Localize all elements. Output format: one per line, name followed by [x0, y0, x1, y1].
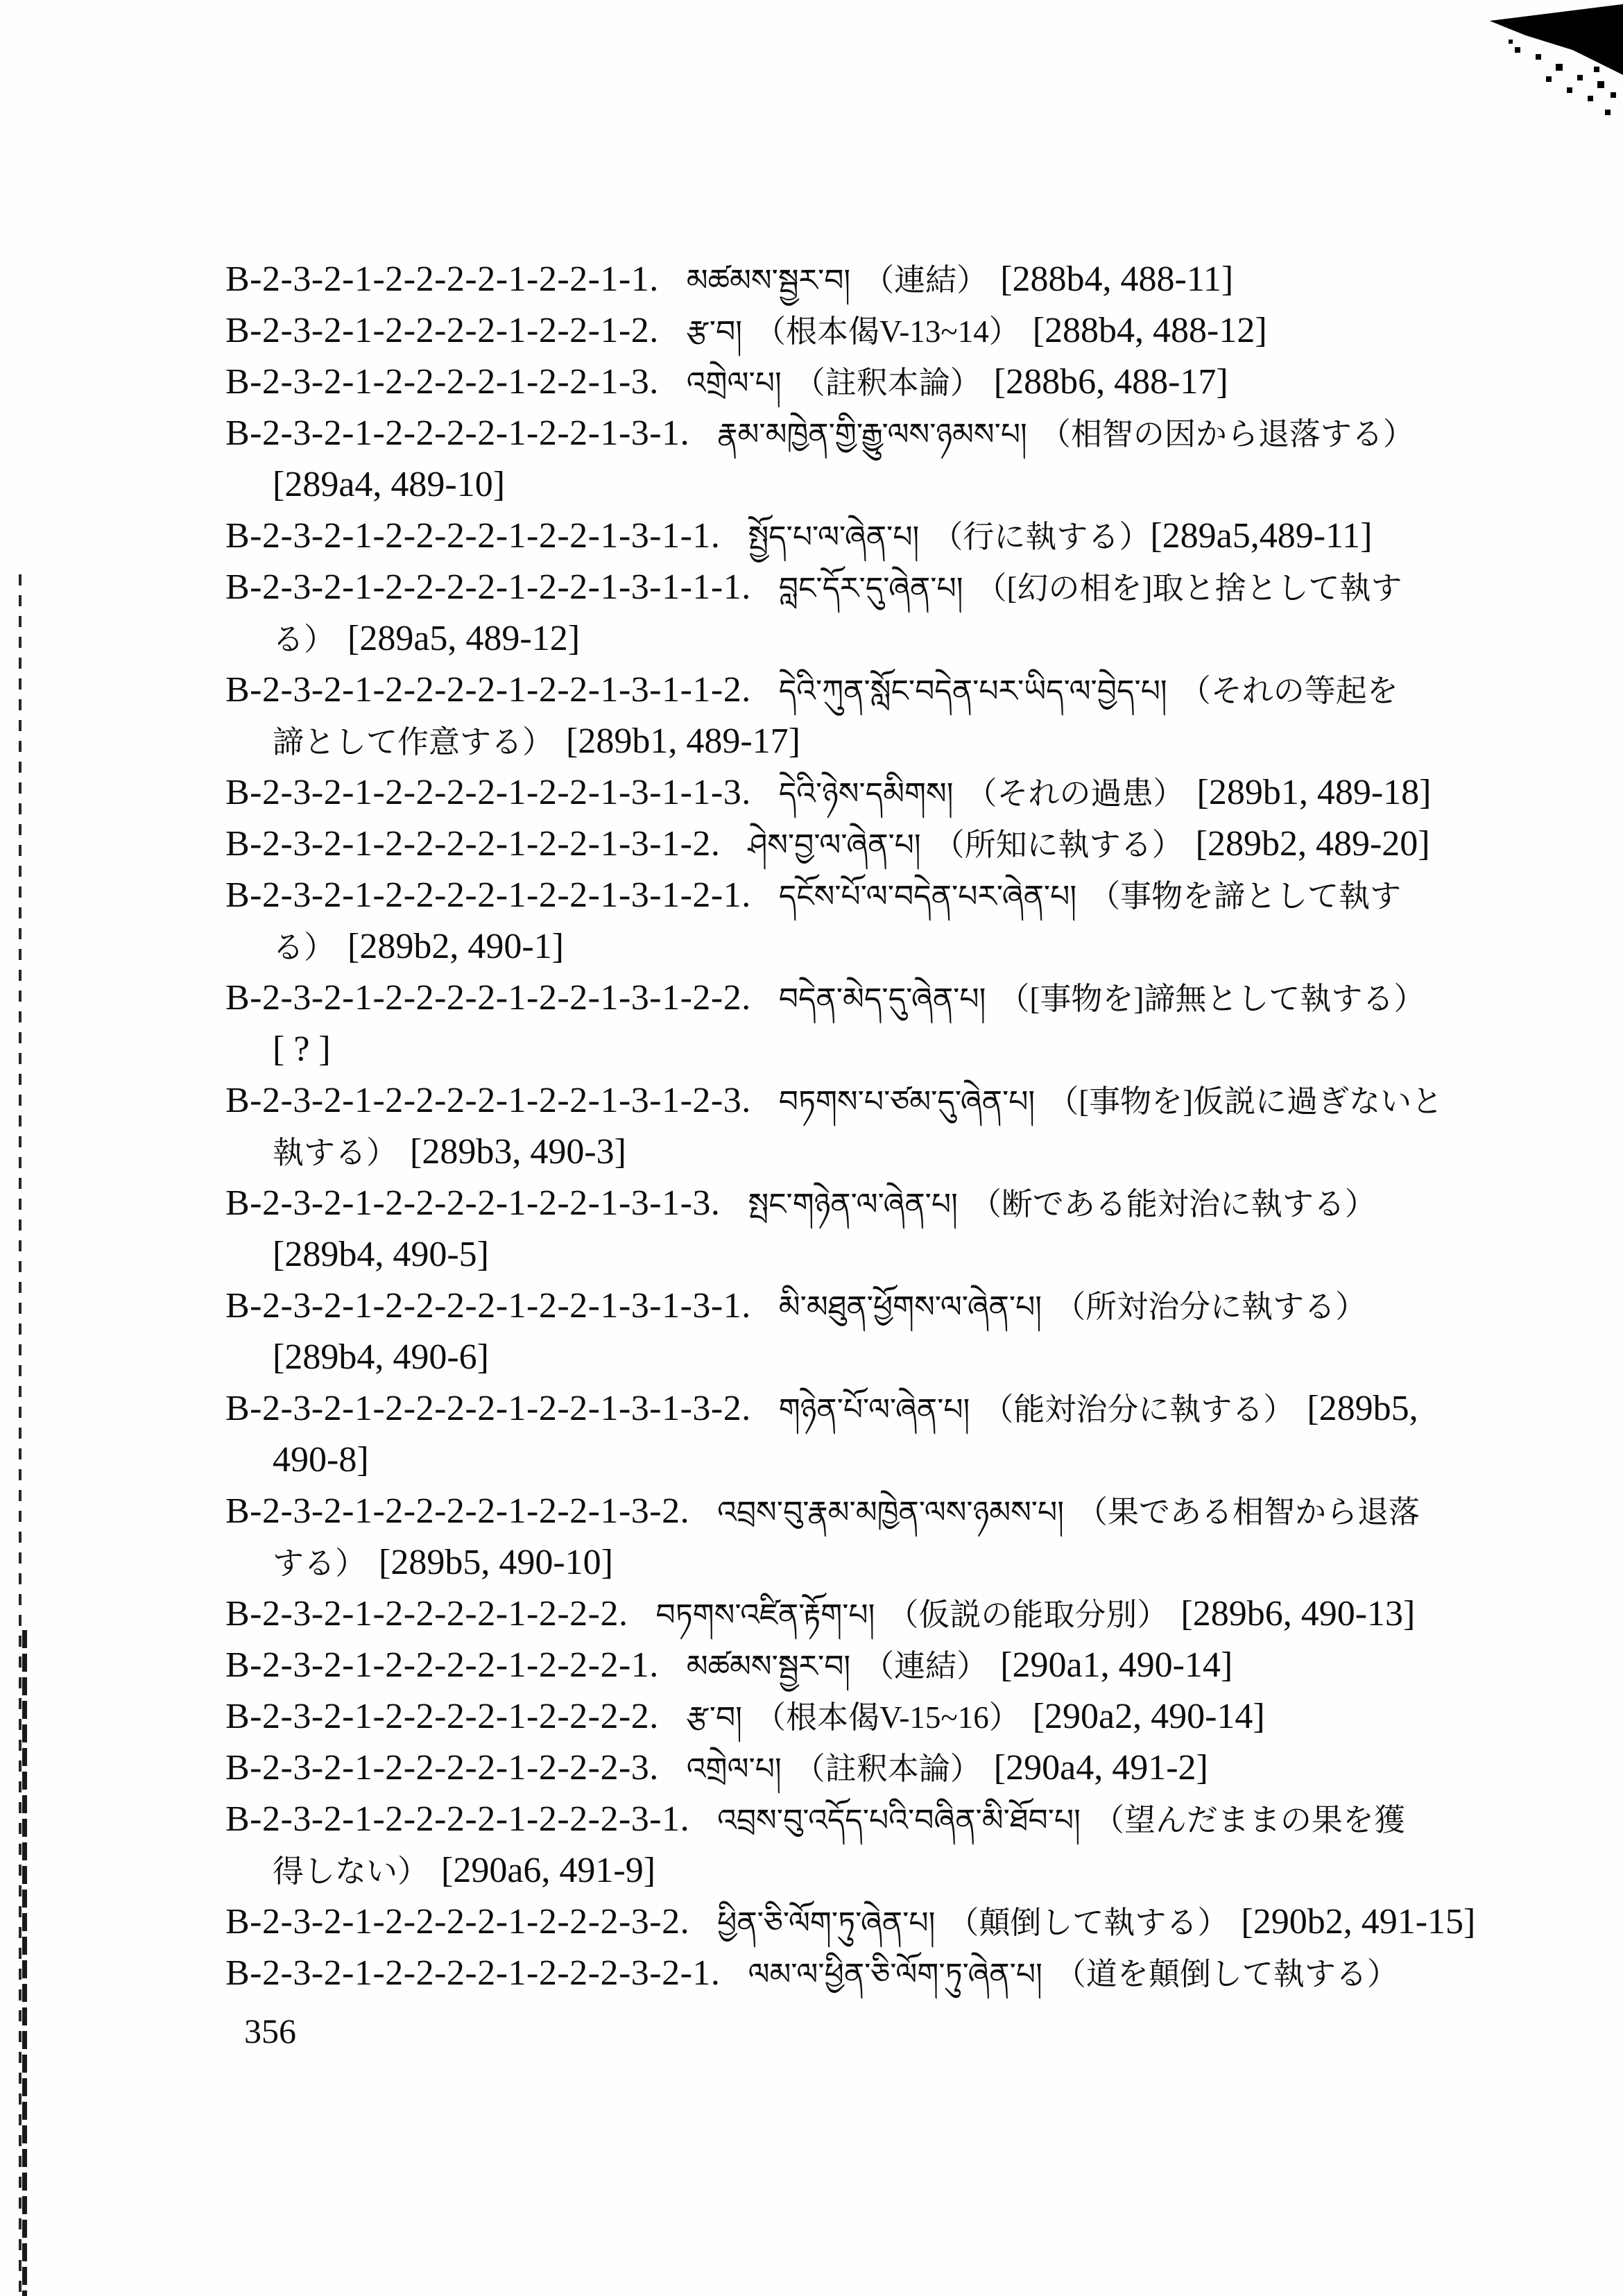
japanese-gloss: （仮説の能取分別） [887, 1597, 1169, 1632]
outline-entry [225, 562, 1550, 665]
folio-reference: [290a2, 490-14] [1032, 1697, 1265, 1736]
outline-row [225, 973, 1550, 1024]
japanese-gloss: 得しない） [273, 1854, 429, 1889]
japanese-gloss: （事物を諦として執す [1089, 879, 1402, 914]
outline-number: B-2-3-2-1-2-2-2-2-1-2-2-2-3-2-1. [225, 1953, 721, 1993]
tibetan-text: རྣམ་མཁྱེན་གྱི་རྒྱུ་ལས་ཉམས་པ། [717, 417, 1027, 452]
tibetan-text: འབྲས་བུ་འདོད་པའི་བཞིན་མི་ཐོབ་པ། [717, 1803, 1081, 1838]
outline-entry [225, 1588, 1550, 1640]
scan-speckles-top-right [1620, 0, 1623, 3]
tibetan-text: མཚམས་སྦྱར་བ། [686, 263, 851, 298]
outline-row-continuation [225, 459, 1550, 511]
japanese-gloss: 執する） [273, 1136, 398, 1170]
japanese-gloss: （相智の因から退落する） [1039, 417, 1414, 452]
tibetan-text: ལམ་ལ་ཕྱིན་ཅི་ལོག་ཏུ་ཞེན་པ། [748, 1957, 1042, 1992]
outline-row [225, 1383, 1550, 1434]
outline-number: B-2-3-2-1-2-2-2-2-1-2-2-1-3. [225, 362, 659, 402]
outline-entry [225, 1691, 1550, 1742]
japanese-gloss: る） [273, 930, 336, 965]
outline-row [225, 1640, 1550, 1691]
outline-row [225, 1794, 1550, 1845]
outline-row [225, 511, 1550, 562]
tibetan-text: དངོས་པོ་ལ་བདེན་པར་ཞེན་པ། [778, 879, 1077, 914]
outline-row [225, 1896, 1550, 1948]
outline-row [225, 819, 1550, 870]
folio-reference: [290b2, 491-15] [1241, 1902, 1476, 1942]
outline-row [225, 1588, 1550, 1640]
outline-list [225, 254, 1550, 1999]
outline-entry [225, 1794, 1550, 1896]
outline-row [225, 305, 1550, 357]
japanese-gloss: （連結） [863, 1649, 988, 1684]
outline-row-continuation [225, 1229, 1550, 1280]
outline-number: B-2-3-2-1-2-2-2-2-1-2-2-1-3-1-1-3. [225, 773, 751, 812]
outline-entry [225, 408, 1550, 511]
japanese-gloss: る） [273, 622, 336, 657]
outline-number: B-2-3-2-1-2-2-2-2-1-2-2-2-1. [225, 1645, 659, 1685]
outline-row [225, 665, 1550, 716]
outline-row [225, 408, 1550, 459]
japanese-gloss: 諦として作意する） [273, 725, 554, 760]
outline-row [225, 357, 1550, 408]
outline-entry [225, 254, 1550, 305]
outline-entry [225, 1896, 1550, 1948]
folio-reference: [289b4, 490-6] [273, 1337, 489, 1377]
scan-smudge-top-right [1443, 0, 1623, 104]
outline-number: B-2-3-2-1-2-2-2-2-1-2-2-1-3-1-3-2. [225, 1389, 751, 1428]
japanese-gloss: （能対治分に執する） [982, 1392, 1295, 1427]
folio-reference: [289b2, 489-20] [1195, 824, 1430, 864]
outline-entry [225, 1178, 1550, 1280]
folio-reference: [288b6, 488-17] [993, 362, 1228, 402]
outline-row-continuation [225, 1024, 1550, 1075]
folio-reference: [289b1, 489-17] [566, 721, 800, 761]
folio-reference: [289b1, 489-18] [1196, 773, 1432, 812]
outline-entry [225, 1486, 1550, 1588]
folio-reference: [289a4, 489-10] [273, 465, 506, 504]
folio-reference: [288b4, 488-11] [1000, 259, 1234, 299]
outline-number: B-2-3-2-1-2-2-2-2-1-2-2-1-1. [225, 259, 659, 299]
page-number: 356 [244, 2012, 296, 2050]
outline-number: B-2-3-2-1-2-2-2-2-1-2-2-1-3-1-2-1. [225, 875, 751, 915]
outline-row-continuation [225, 716, 1550, 767]
tibetan-text: ཤེས་བྱ་ལ་ཞེན་པ། [748, 828, 921, 863]
tibetan-text: སྤྱོད་པ་ལ་ཞེན་པ། [748, 520, 920, 555]
japanese-gloss: （それの過患） [965, 776, 1185, 811]
outline-number: B-2-3-2-1-2-2-2-2-1-2-2-1-3-1-2. [225, 824, 721, 864]
outline-row [225, 1691, 1550, 1742]
outline-entry [225, 819, 1550, 870]
outline-row [225, 1486, 1550, 1537]
folio-reference: [289a5,489-11] [1150, 516, 1373, 556]
tibetan-text: བཏགས་འཛིན་རྟོག་པ། [655, 1597, 875, 1633]
japanese-gloss: （果である相智から退落 [1076, 1495, 1420, 1530]
outline-row-continuation [225, 613, 1550, 665]
tibetan-text: སྤང་གཉེན་ལ་ཞེན་པ། [748, 1187, 958, 1222]
folio-reference: [289b3, 490-3] [410, 1132, 626, 1172]
folio-reference: [289b5, [1307, 1389, 1418, 1428]
outline-entry [225, 870, 1550, 973]
japanese-gloss: （連結） [863, 263, 988, 298]
tibetan-text: འགྲེལ་པ། [686, 366, 782, 401]
outline-number: B-2-3-2-1-2-2-2-2-1-2-2-1-3-1-3. [225, 1183, 721, 1223]
tibetan-text: དེའི་ཀུན་སློང་བདེན་པར་ཡིད་ལ་བྱེད་པ། [778, 674, 1167, 709]
outline-number: B-2-3-2-1-2-2-2-2-1-2-2-1-3-1-2-2. [225, 978, 751, 1018]
japanese-gloss: する） [273, 1546, 367, 1581]
tibetan-text: གཉེན་པོ་ལ་ཞེན་པ། [778, 1392, 970, 1428]
folio-reference: [290a4, 491-2] [993, 1748, 1208, 1788]
outline-entry [225, 973, 1550, 1075]
folio-reference: [290a6, 491-9] [441, 1851, 656, 1890]
japanese-gloss: （根本偈V-13~14） [755, 314, 1020, 349]
outline-row [225, 562, 1550, 613]
outline-number: B-2-3-2-1-2-2-2-2-1-2-2-1-3-1-2-3. [225, 1081, 751, 1120]
outline-number: B-2-3-2-1-2-2-2-2-1-2-2-1-3-2. [225, 1491, 690, 1531]
outline-row [225, 1948, 1550, 1999]
outline-entry [225, 1280, 1550, 1383]
outline-entry [225, 1640, 1550, 1691]
scan-line-left-edge-dark [22, 1630, 27, 2296]
japanese-gloss: （それの等起を [1179, 674, 1398, 708]
folio-reference: [ ? ] [273, 1029, 331, 1069]
tibetan-text: འགྲེལ་པ། [686, 1751, 782, 1787]
japanese-gloss: （註釈本論） [793, 1751, 981, 1786]
tibetan-text: རྩ་བ། [686, 314, 743, 350]
outline-entry [225, 357, 1550, 408]
outline-number: B-2-3-2-1-2-2-2-2-1-2-2-1-3-1-3-1. [225, 1286, 751, 1326]
outline-entry [225, 1383, 1550, 1486]
outline-entry [225, 1948, 1550, 1999]
tibetan-text: བཏགས་པ་ཙམ་དུ་ཞེན་པ། [778, 1084, 1036, 1120]
outline-row-continuation [225, 1845, 1550, 1896]
folio-reference: [289b4, 490-5] [273, 1235, 489, 1274]
japanese-gloss: （註釈本論） [793, 366, 981, 400]
japanese-gloss: （根本偈V-15~16） [755, 1700, 1020, 1735]
outline-entry [225, 305, 1550, 357]
tibetan-text: རྩ་བ། [686, 1700, 743, 1736]
outline-number: B-2-3-2-1-2-2-2-2-1-2-2-2-2. [225, 1697, 659, 1736]
outline-number: B-2-3-2-1-2-2-2-2-1-2-2-2-3. [225, 1748, 659, 1788]
folio-reference: [288b4, 488-12] [1032, 311, 1267, 350]
outline-number: B-2-3-2-1-2-2-2-2-1-2-2-1-2. [225, 311, 659, 350]
folio-reference: [289b5, 490-10] [379, 1543, 613, 1582]
outline-row [225, 767, 1550, 819]
japanese-gloss: （所知に執する） [933, 828, 1183, 862]
outline-row-continuation [225, 1537, 1550, 1588]
folio-reference: [290a1, 490-14] [1000, 1645, 1233, 1685]
tibetan-text: ཕྱིན་ཅི་ལོག་ཏུ་ཞེན་པ། [717, 1905, 936, 1941]
tibetan-text: མི་མཐུན་ཕྱོགས་ལ་ཞེན་པ། [778, 1290, 1042, 1325]
japanese-gloss: （行に執する） [931, 520, 1151, 554]
japanese-gloss: （顛倒して執する） [947, 1905, 1229, 1940]
japanese-gloss: （望んだままの果を獲 [1092, 1803, 1405, 1837]
japanese-gloss: （道を顛倒して執する） [1054, 1957, 1398, 1991]
outline-entry [225, 1075, 1550, 1178]
tibetan-text: འབྲས་བུ་རྣམ་མཁྱེན་ལས་ཉམས་པ། [717, 1495, 1065, 1530]
outline-number: B-2-3-2-1-2-2-2-2-1-2-2-2. [225, 1594, 628, 1634]
outline-row [225, 1075, 1550, 1126]
tibetan-text: བདེན་མེད་དུ་ཞེན་པ། [778, 982, 986, 1017]
outline-number: B-2-3-2-1-2-2-2-2-1-2-2-2-3-2. [225, 1902, 690, 1942]
folio-reference: [289b2, 490-1] [347, 927, 564, 966]
outline-entry [225, 665, 1550, 767]
tibetan-text: དེའི་ཉེས་དམིགས། [778, 776, 954, 812]
folio-reference: [289b6, 490-13] [1180, 1594, 1416, 1634]
outline-number: B-2-3-2-1-2-2-2-2-1-2-2-1-3-1. [225, 413, 690, 453]
outline-row-continuation [225, 1434, 1550, 1486]
outline-number: B-2-3-2-1-2-2-2-2-1-2-2-1-3-1-1-1. [225, 567, 751, 607]
outline-row [225, 1742, 1550, 1794]
outline-row [225, 870, 1550, 921]
outline-entry [225, 767, 1550, 819]
folio-reference: [289a5, 489-12] [347, 619, 581, 658]
japanese-gloss: （断である能対治に執する） [970, 1187, 1376, 1222]
outline-number: B-2-3-2-1-2-2-2-2-1-2-2-1-3-1-1. [225, 516, 721, 556]
folio-reference: 490-8] [273, 1440, 369, 1480]
japanese-gloss: （[事物を]諦無として執する） [998, 982, 1425, 1016]
outline-row [225, 254, 1550, 305]
outline-number: B-2-3-2-1-2-2-2-2-1-2-2-2-3-1. [225, 1799, 690, 1839]
outline-entry [225, 511, 1550, 562]
tibetan-text: བླང་དོར་དུ་ཞེན་པ། [778, 571, 963, 606]
japanese-gloss: （[幻の相を]取と捨として執す [975, 571, 1402, 606]
scan-line-left-edge [19, 574, 22, 2296]
outline-row-continuation [225, 1332, 1550, 1383]
outline-row-continuation [225, 921, 1550, 973]
outline-entry [225, 1742, 1550, 1794]
japanese-gloss: （所対治分に執する） [1054, 1290, 1367, 1324]
outline-row [225, 1178, 1550, 1229]
outline-row [225, 1280, 1550, 1332]
japanese-gloss: （[事物を]仮説に過ぎないと [1047, 1084, 1443, 1119]
outline-row-continuation [225, 1126, 1550, 1178]
outline-number: B-2-3-2-1-2-2-2-2-1-2-2-1-3-1-1-2. [225, 670, 751, 710]
tibetan-text: མཚམས་སྦྱར་བ། [686, 1649, 851, 1684]
